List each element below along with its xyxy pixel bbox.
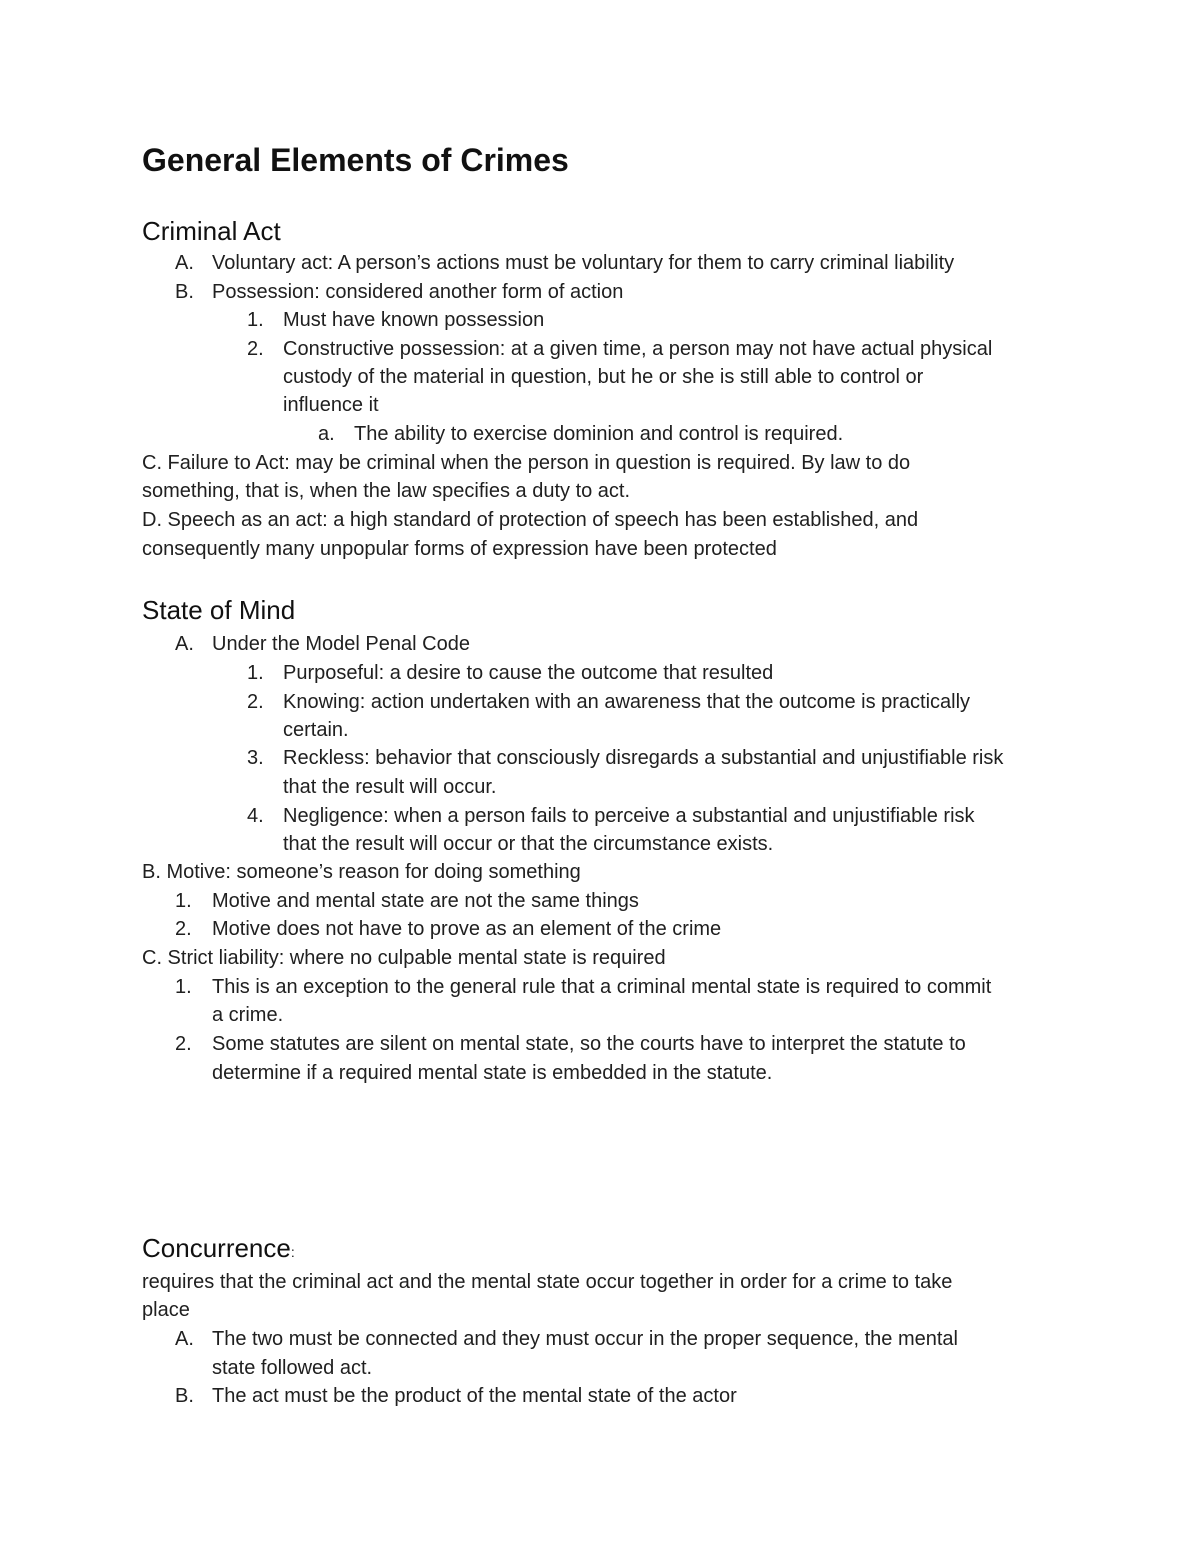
list-item-knowing-line: Knowing: action undertaken with an awareness that the outcome is practically — [283, 691, 971, 713]
list-item-exception-line: This is an exception to the general rule that a criminal mental state is required to commit — [212, 976, 992, 998]
list-item-statutes-silent-line: determine if a required mental state is embedded in the statute. — [212, 1062, 773, 1084]
list-item-act-product: The act must be the product of the mental state of the actor — [212, 1385, 737, 1407]
list-marker: 3. — [247, 747, 264, 769]
list-item-reckless-line: that the result will occur. — [283, 776, 497, 798]
list-item-purposeful: Purposeful: a desire to cause the outcome that resulted — [283, 662, 774, 684]
section-heading-state-of-mind: State of Mind — [142, 595, 296, 625]
list-marker: 1. — [175, 976, 192, 998]
list-marker: 1. — [175, 890, 192, 912]
paragraph-concurrence-intro-line: place — [142, 1299, 190, 1321]
document-title: General Elements of Crimes — [142, 142, 569, 178]
concurrence-heading-text: Concurrence — [142, 1233, 291, 1263]
list-marker: A. — [175, 252, 194, 274]
list-marker: 2. — [175, 1033, 192, 1055]
paragraph-failure-to-act-line: C. Failure to Act: may be criminal when the person in question is required. By law to do — [142, 452, 911, 474]
list-marker: B. — [175, 281, 194, 303]
paragraph-strict-liability: C. Strict liability: where no culpable mental state is required — [142, 947, 666, 969]
list-item-statutes-silent-line: Some statutes are silent on mental state, so the courts have to interpret the statute to — [212, 1033, 966, 1055]
list-item-connected-sequence-line: The two must be connected and they must occur in the proper sequence, the mental — [212, 1328, 958, 1350]
section-heading-concurrence — [142, 1232, 295, 1268]
list-item-known-possession: Must have known possession — [283, 309, 545, 331]
concurrence-heading-colon: : — [290, 1244, 295, 1260]
list-item-negligence-line: Negligence: when a person fails to perceive a substantial and unjustifiable risk — [283, 805, 975, 827]
list-item-model-penal-code: Under the Model Penal Code — [212, 633, 470, 655]
list-item-constructive-possession-line: Constructive possession: at a given time, a person may not have actual physical — [283, 338, 993, 360]
list-item-constructive-possession-line: influence it — [283, 394, 379, 416]
list-item-voluntary-act: Voluntary act: A person’s actions must be voluntary for them to carry criminal liability — [212, 252, 955, 274]
list-item-constructive-possession-line: custody of the material in question, but he or she is still able to control or — [283, 366, 924, 388]
paragraph-motive: B. Motive: someone’s reason for doing something — [142, 861, 581, 883]
list-item-motive-not-same: Motive and mental state are not the same things — [212, 890, 639, 912]
list-marker: 2. — [247, 691, 264, 713]
list-item-knowing-line: certain. — [283, 719, 349, 741]
list-marker: 1. — [247, 309, 264, 331]
list-marker: 4. — [247, 805, 264, 827]
list-item-motive-not-prove: Motive does not have to prove as an element of the crime — [212, 918, 722, 940]
list-marker: 2. — [175, 918, 192, 940]
list-marker: B. — [175, 1385, 194, 1407]
list-item-possession: Possession: considered another form of action — [212, 281, 624, 303]
list-item-negligence-line: that the result will occur or that the circumstance exists. — [283, 833, 774, 855]
list-marker: A. — [175, 1328, 194, 1350]
list-marker: 1. — [247, 662, 264, 684]
list-item-dominion-control: The ability to exercise dominion and control is required. — [354, 423, 844, 445]
section-heading-criminal-act: Criminal Act — [142, 216, 281, 246]
list-item-reckless-line: Reckless: behavior that consciously disregards a substantial and unjustifiable risk — [283, 747, 1004, 769]
paragraph-concurrence-intro-line: requires that the criminal act and the mental state occur together in order for a crime to take — [142, 1271, 953, 1293]
list-marker: 2. — [247, 338, 264, 360]
list-item-connected-sequence-line: state followed act. — [212, 1357, 373, 1379]
list-marker: a. — [318, 423, 335, 445]
list-marker: A. — [175, 633, 194, 655]
paragraph-speech-line: D. Speech as an act: a high standard of protection of speech has been established, and — [142, 509, 919, 531]
paragraph-speech-line: consequently many unpopular forms of expression have been protected — [142, 538, 777, 560]
list-item-exception-line: a crime. — [212, 1004, 284, 1026]
paragraph-failure-to-act-line: something, that is, when the law specifies a duty to act. — [142, 480, 631, 502]
